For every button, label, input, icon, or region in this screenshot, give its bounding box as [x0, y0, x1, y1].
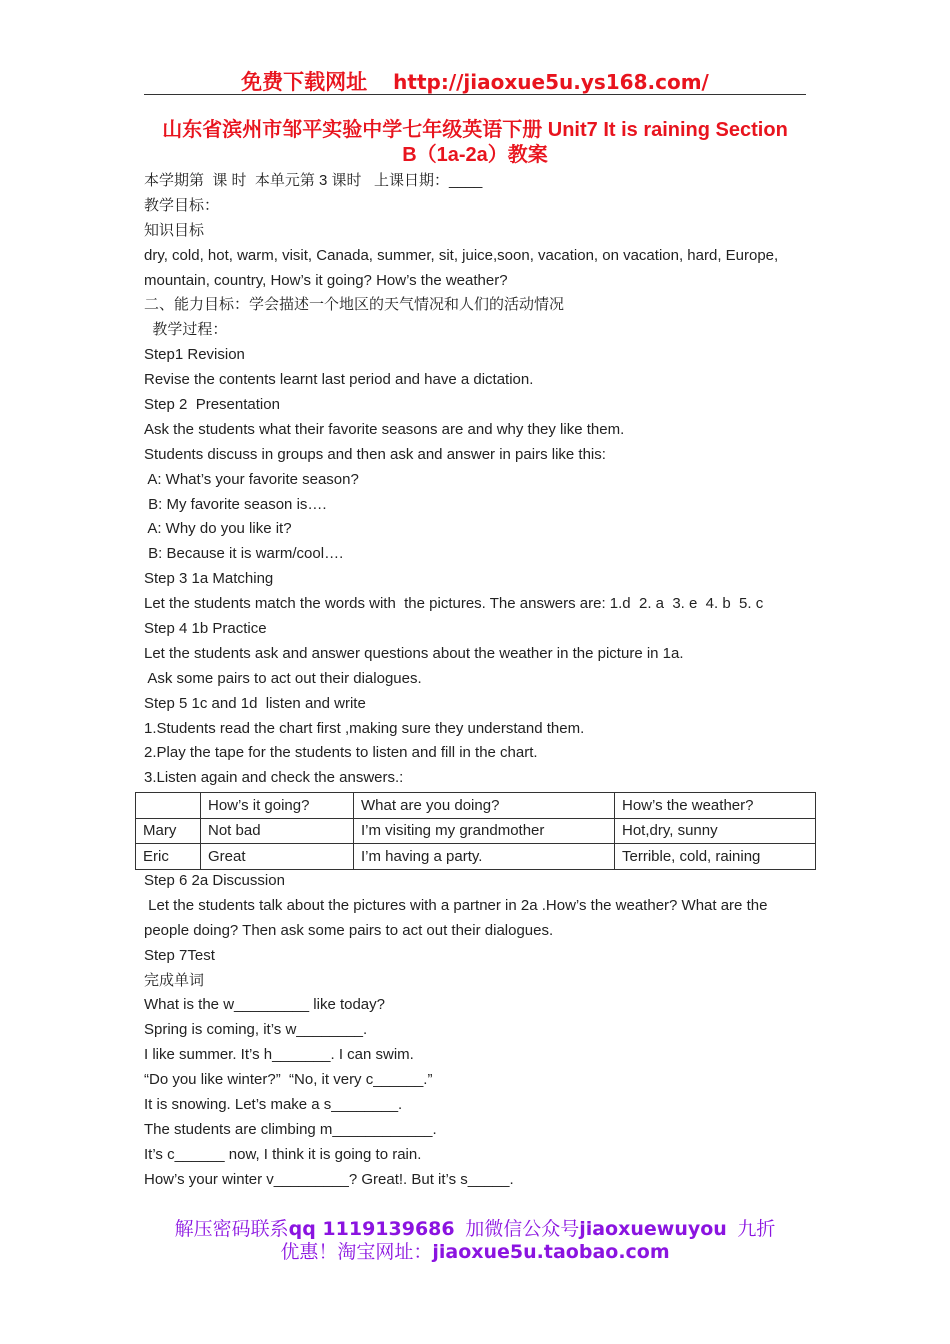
- text-line: 教学目标：: [144, 196, 220, 214]
- text-line: dry, cold, hot, warm, visit, Canada, summer, sit, juice,soon, vacation, on vacation, hard, Europe,: [144, 246, 779, 264]
- table-cell: Eric: [136, 844, 201, 870]
- text-line: B: My favorite season is….: [144, 495, 327, 513]
- text-line: 本学期第 课 时 本单元第 3 课时 上课日期：____: [144, 172, 483, 189]
- text-line: Step1 Revision: [144, 346, 245, 364]
- text-line: It’s c______ now, I think it is going to rain.: [144, 1145, 422, 1163]
- text-line: 完成单词: [144, 971, 205, 989]
- text-line: Step 7Test: [144, 946, 215, 964]
- table-cell: Great: [201, 844, 354, 870]
- table-cell: How’s the weather?: [615, 793, 816, 819]
- text-line: Step 2 Presentation: [144, 396, 280, 414]
- download-header: [0, 66, 950, 96]
- text-line: The students are climbing m____________.: [144, 1120, 437, 1138]
- answer-chart-table: [135, 792, 816, 870]
- text-line: How’s your winter v_________? Great!. But it’s s_____.: [144, 1170, 514, 1188]
- text-line: 3.Listen again and check the answers.:: [144, 769, 404, 787]
- table-header-row: [136, 793, 816, 819]
- table-cell: I’m having a party.: [354, 844, 615, 870]
- table-cell: [136, 793, 201, 819]
- title-line-2: B（1a-2a）教案: [402, 144, 548, 166]
- footer-text: 加微信公众号: [465, 1219, 580, 1240]
- header-url-link[interactable]: http://jiaoxue5u.ys168.com/: [393, 70, 709, 94]
- text-line: Let the students ask and answer questions about the weather in the picture in 1a.: [144, 644, 684, 662]
- footer-shop-link[interactable]: jiaoxue5u.taobao.com: [432, 1241, 670, 1263]
- footer-wechat: jiaoxuewuyou: [579, 1218, 727, 1240]
- text-line: Students discuss in groups and then ask and answer in pairs like this:: [144, 445, 606, 463]
- text-line: Let the students match the words with the pictures. The answers are: 1.d 2. a 3. e 4. b 5. c: [144, 595, 764, 613]
- text-line: Spring is coming, it’s w________.: [144, 1021, 368, 1039]
- promo-footer: [0, 1218, 950, 1264]
- table-cell: What are you doing?: [354, 793, 615, 819]
- text-line: Step 3 1a Matching: [144, 570, 274, 588]
- table-cell: I’m visiting my grandmother: [354, 818, 615, 844]
- text-line: Revise the contents learnt last period and have a dictation.: [144, 371, 534, 389]
- text-line: mountain, country, How’s it going? How’s the weather?: [144, 271, 508, 289]
- text-line: 二、能力目标：学会描述一个地区的天气情况和人们的活动情况: [144, 296, 565, 314]
- text-line: Ask some pairs to act out their dialogues.: [144, 669, 422, 687]
- footer-text: 九折: [737, 1219, 776, 1240]
- text-line: people doing? Then ask some pairs to act out their dialogues.: [144, 921, 554, 939]
- text-line: B: Because it is warm/cool….: [144, 545, 344, 563]
- table-row: [136, 818, 816, 844]
- table-row: [136, 844, 816, 870]
- document-body-continued: [144, 869, 809, 1193]
- text-line: Step 5 1c and 1d listen and write: [144, 694, 366, 712]
- document-title: [140, 118, 810, 168]
- footer-qq: qq 1119139686: [288, 1218, 455, 1240]
- text-line: 知识目标: [144, 221, 205, 239]
- table-cell: How’s it going?: [201, 793, 354, 819]
- table-cell: Terrible, cold, raining: [615, 844, 816, 870]
- text-line: I like summer. It’s h_______. I can swim.: [144, 1046, 414, 1064]
- text-line: What is the w_________ like today?: [144, 996, 385, 1014]
- text-line: 1.Students read the chart first ,making sure they understand them.: [144, 719, 585, 737]
- footer-text: 优惠！淘宝网址：: [280, 1242, 433, 1263]
- text-line: 教学过程：: [144, 321, 228, 339]
- table-cell: Mary: [136, 818, 201, 844]
- text-line: Let the students talk about the pictures with a partner in 2a .How’s the weather? What are the: [144, 896, 768, 914]
- text-line: Step 4 1b Practice: [144, 620, 267, 638]
- text-line: A: What’s your favorite season?: [144, 470, 359, 488]
- header-divider: [144, 94, 806, 95]
- text-line: Step 6 2a Discussion: [144, 872, 285, 889]
- title-line-1: 山东省滨州市邹平实验中学七年级英语下册 Unit7 It is raining Section: [162, 119, 788, 141]
- text-line: 2.Play the tape for the students to listen and fill in the chart.: [144, 744, 538, 762]
- header-label: 免费下载网址: [241, 71, 368, 94]
- table-cell: Hot,dry, sunny: [615, 818, 816, 844]
- table-cell: Not bad: [201, 818, 354, 844]
- document-body: [144, 169, 809, 791]
- text-line: It is snowing. Let’s make a s________.: [144, 1096, 403, 1114]
- text-line: Ask the students what their favorite seasons are and why they like them.: [144, 420, 625, 438]
- footer-text: 解压密码联系: [174, 1219, 289, 1240]
- text-line: “Do you like winter?” “No, it very c______.”: [144, 1071, 433, 1089]
- text-line: A: Why do you like it?: [144, 520, 292, 538]
